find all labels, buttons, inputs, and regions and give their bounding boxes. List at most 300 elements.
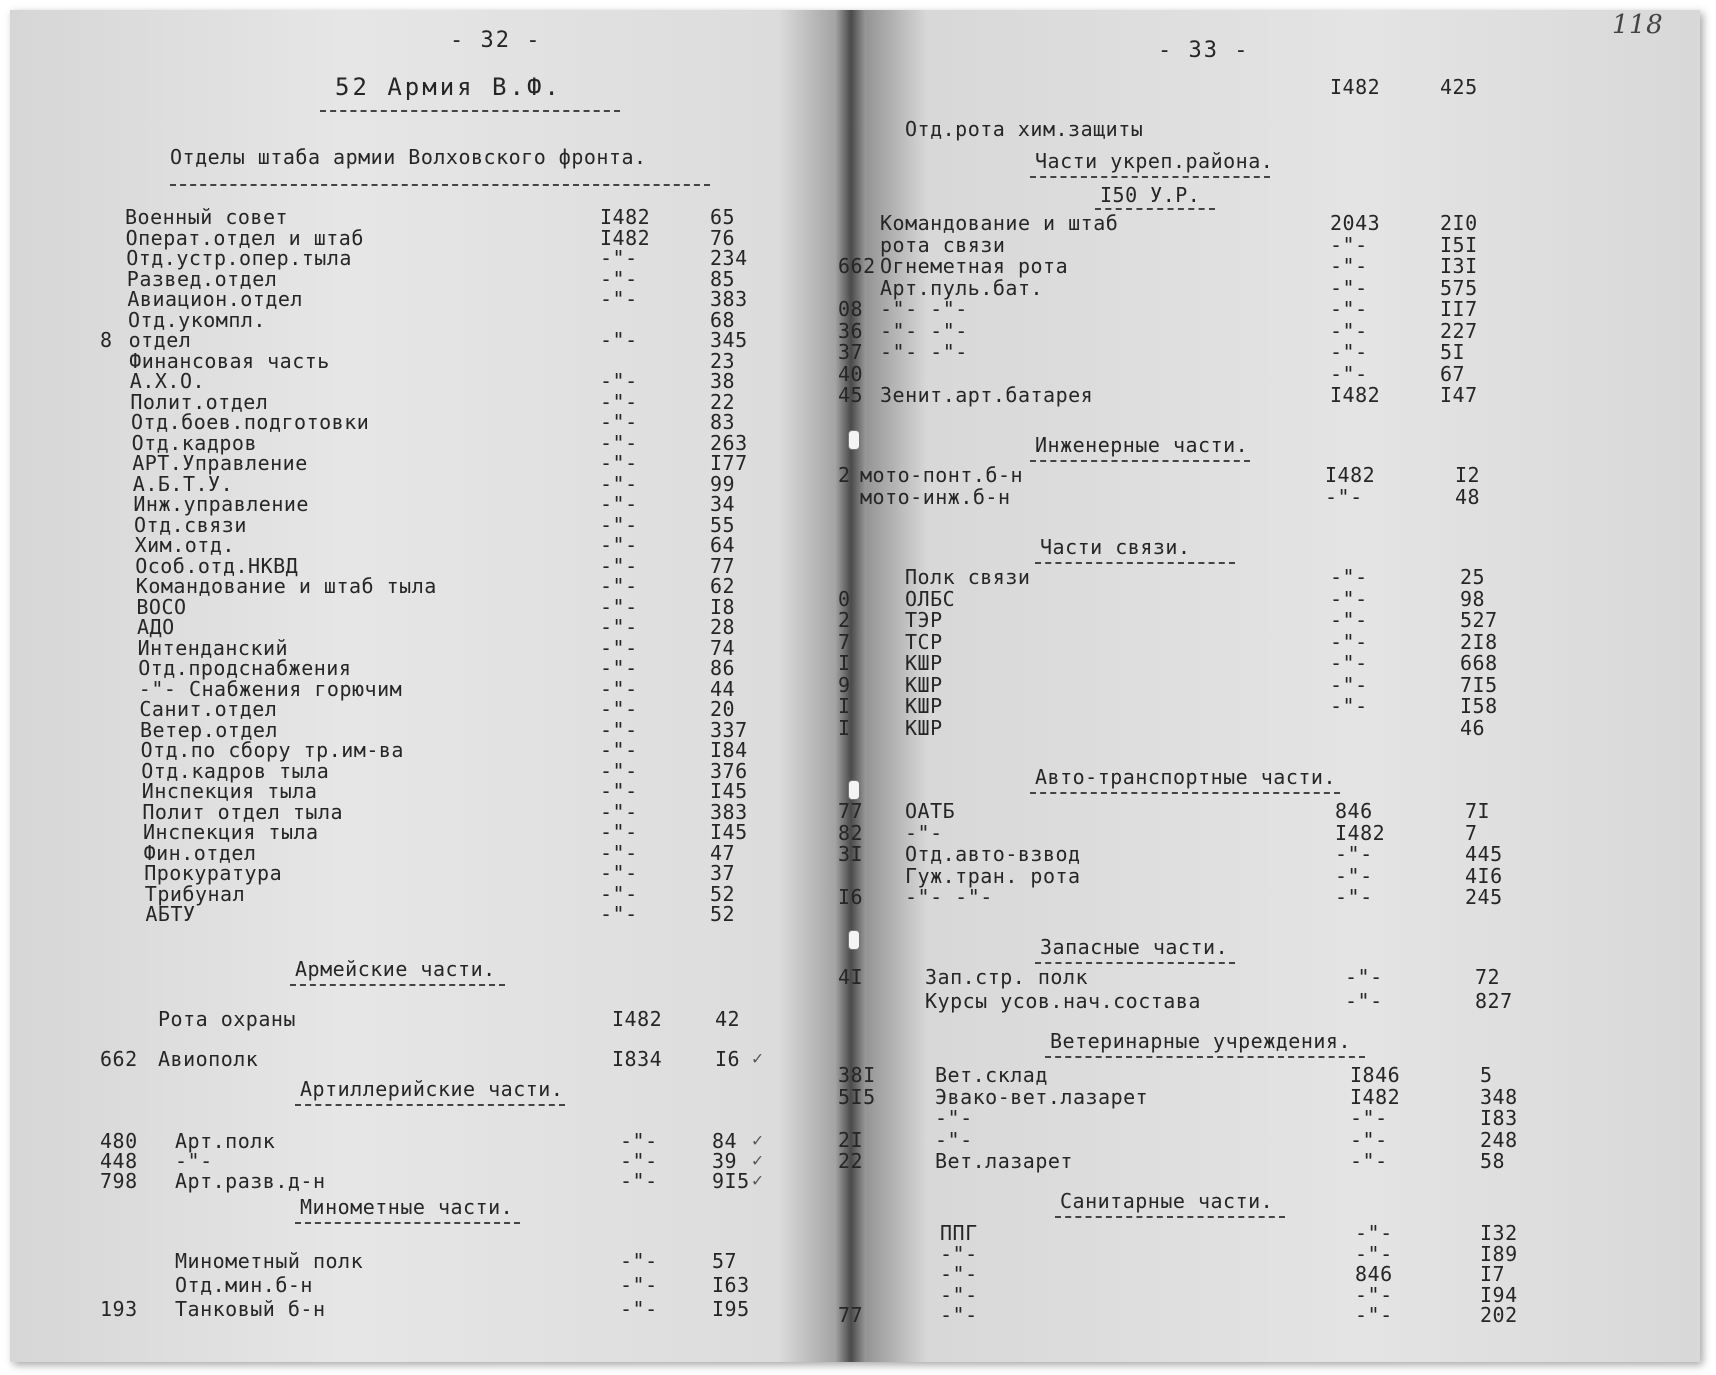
page-number-left: - 32 - [450, 28, 542, 53]
signal-heading: Части связи. [1040, 535, 1191, 559]
unit-code: -"- [1345, 965, 1383, 989]
unit-name: -"- -"- [905, 885, 993, 909]
row-prefix-number: 77 [838, 799, 864, 823]
unit-code: -"- [1330, 361, 1368, 386]
unit-code: -"- [1335, 842, 1373, 866]
unit-code: -"- [600, 369, 638, 393]
heading-underline [290, 984, 505, 986]
unit-code: I482 [1350, 1084, 1401, 1109]
unit-value: 47 [710, 840, 736, 865]
unit-value: I3I [1440, 254, 1478, 278]
check-mark: ✓ [752, 1130, 764, 1151]
unit-value: 68 [710, 307, 736, 332]
unit-value: 2I8 [1460, 629, 1498, 654]
check-mark: ✓ [752, 1170, 764, 1191]
unit-code: I846 [1350, 1063, 1401, 1087]
unit-name: А.Х.О. [129, 369, 206, 393]
unit-value: 248 [1480, 1127, 1518, 1152]
unit-name: Военный совет [125, 205, 289, 229]
binding-stitch [848, 430, 860, 450]
sanitary-heading: Санитарные части. [1060, 1189, 1274, 1213]
unit-value: I94 [1480, 1282, 1518, 1307]
unit-code: -"- [600, 799, 638, 824]
unit-name: АБТУ [145, 902, 196, 926]
unit-code: -"- [620, 1273, 658, 1297]
subtitle-underline [170, 184, 710, 186]
unit-value: 55 [710, 512, 736, 537]
unit-name: Арт.пуль.бат. [880, 275, 1044, 300]
unit-code: I482 [600, 225, 651, 250]
unit-code: -"- [1330, 275, 1368, 300]
binding-stitch [848, 780, 860, 800]
unit-value: 52 [710, 881, 736, 906]
row-prefix-number: 82 [838, 820, 864, 845]
unit-name: Рота охраны [158, 1007, 296, 1031]
unit-name: Огнеметная рота [880, 254, 1069, 278]
unit-code: -"- [600, 389, 638, 414]
unit-code: -"- [600, 410, 638, 434]
unit-name: ППГ [940, 1221, 978, 1245]
unit-code: -"- [1350, 1127, 1388, 1152]
row-prefix-number: 480 [100, 1129, 138, 1153]
army-units-heading: Армейские части. [295, 957, 496, 981]
document-title: 52 Армия В.Ф. [335, 73, 562, 101]
unit-value: 337 [710, 717, 748, 742]
row-prefix-number: 2 [838, 463, 851, 487]
unit-code: -"- [1350, 1106, 1388, 1130]
unit-value: 85 [710, 266, 736, 291]
row-prefix-number: 36 [838, 318, 864, 343]
unit-value: I84 [710, 738, 748, 762]
unit-name: Полит.отдел [130, 389, 269, 414]
unit-name: Командование и штаб [880, 211, 1119, 235]
unit-code: -"- [620, 1149, 658, 1173]
unit-name: ВОСО [136, 594, 187, 619]
unit-value: 25 [1460, 565, 1486, 589]
unit-code: -"- [600, 512, 638, 537]
heading-underline [1045, 1056, 1365, 1058]
unit-value: 4I6 [1465, 863, 1503, 888]
unit-code: 846 [1355, 1262, 1393, 1286]
unit-name: Инспекция тыла [141, 779, 318, 803]
unit-value: 67 [1440, 361, 1466, 386]
unit-value: I83 [1480, 1106, 1518, 1130]
binding-stitch [848, 930, 860, 950]
row-prefix-number: 45 [838, 383, 864, 407]
unit-name: Инж.управление [133, 492, 309, 516]
unit-code: -"- [1330, 254, 1368, 278]
unit-name: Гуж.тран. рота [905, 863, 1081, 888]
unit-name: Развед.отдел [126, 266, 278, 291]
unit-code: -"- [600, 328, 638, 352]
unit-name: КШР [905, 694, 943, 718]
unit-code: -"- [1355, 1221, 1393, 1245]
unit-code: -"- [600, 246, 638, 270]
unit-name: КШР [905, 715, 943, 740]
unit-name: ТЭР [905, 608, 943, 632]
unit-name: отдел [128, 328, 192, 352]
row-prefix-number: 448 [100, 1149, 138, 1173]
unit-code: -"- [600, 574, 638, 598]
unit-value: 20 [710, 697, 736, 721]
unit-name: Отд.продснабжения [138, 656, 352, 680]
unit-name: Зап.стр. полк [925, 965, 1089, 989]
unit-code: -"- [1355, 1282, 1393, 1307]
unit-value: I6 [715, 1047, 741, 1071]
chem-defense-row-code: I482 [1330, 75, 1381, 99]
unit-value: 28 [710, 615, 736, 639]
unit-code: -"- [1330, 318, 1368, 343]
unit-value: 99 [710, 471, 736, 496]
heading-underline [295, 1104, 565, 1106]
unit-value: 527 [1460, 608, 1498, 632]
unit-value: 74 [710, 635, 736, 660]
page-number-right: - 33 - [1158, 38, 1250, 63]
unit-name: -"- -"- [880, 297, 968, 321]
unit-code: -"- [1330, 651, 1368, 675]
row-prefix-number: 37 [838, 340, 864, 364]
unit-code: -"- [600, 451, 638, 475]
unit-code: -"- [1355, 1241, 1393, 1266]
unit-name: Минометный полк [175, 1249, 364, 1273]
heading-underline [1055, 1216, 1285, 1218]
unit-value: 22 [710, 389, 736, 414]
row-prefix-number: I [838, 694, 851, 718]
unit-name: АДО [137, 615, 175, 639]
unit-value: 227 [1440, 318, 1478, 343]
unit-name: КШР [905, 651, 943, 675]
row-prefix-number: I6 [838, 885, 864, 909]
unit-value: 5I [1440, 340, 1466, 364]
row-prefix-number: 77 [838, 1303, 864, 1327]
unit-code: 846 [1335, 799, 1373, 823]
unit-value: 23 [710, 348, 736, 373]
unit-value: I58 [1460, 694, 1498, 718]
unit-value: 77 [710, 553, 736, 578]
row-prefix-number: 9 [838, 672, 851, 697]
unit-code: -"- [600, 266, 638, 291]
unit-value: 445 [1465, 842, 1503, 866]
row-prefix-number: 2I [838, 1127, 864, 1152]
unit-name: А.Б.Т.У. [132, 471, 234, 496]
chem-defense-row-name: Отд.рота хим.защиты [905, 117, 1144, 141]
unit-value: 2I0 [1440, 211, 1478, 235]
unit-value: 64 [710, 533, 736, 557]
unit-code: -"- [600, 881, 638, 906]
unit-value: I2 [1455, 463, 1481, 487]
unit-code: -"- [600, 820, 638, 844]
unit-value: 65 [710, 205, 736, 229]
heading-underline [295, 1222, 520, 1224]
archive-sheet-number: 118 [1612, 10, 1664, 40]
unit-code: -"- [600, 902, 638, 926]
unit-code: -"- [1335, 863, 1373, 888]
unit-name: Инспекция тыла [143, 820, 319, 844]
unit-name: Полит отдел тыла [142, 799, 344, 824]
heading-underline [1035, 962, 1235, 964]
unit-name: Интенданский [137, 635, 289, 660]
row-prefix-number: 38I [838, 1063, 876, 1087]
unit-code: -"- [1345, 989, 1383, 1013]
unit-name: Фин.отдел [143, 840, 257, 865]
unit-code: -"- [1330, 694, 1368, 718]
unit-name: Вет.лазарет [935, 1149, 1073, 1173]
heading-underline [1095, 208, 1215, 210]
unit-value: 46 [1460, 715, 1486, 740]
unit-name: Финансовая часть [129, 348, 330, 373]
unit-value: 263 [710, 430, 748, 455]
unit-name: Хим.отд. [134, 533, 235, 557]
unit-code: -"- [600, 861, 638, 885]
unit-name: -"- Снабжения горючим [138, 676, 403, 701]
unit-value: 98 [1460, 586, 1486, 611]
unit-value: 57 [712, 1249, 738, 1273]
unit-name: рота связи [880, 232, 1006, 257]
unit-name: Операт.отдел и штаб [125, 225, 364, 250]
heading-underline [1030, 176, 1270, 178]
unit-name: Эвако-вет.лазарет [935, 1084, 1149, 1109]
unit-value: 345 [710, 328, 748, 352]
unit-value: 44 [710, 676, 736, 701]
fortified-subheading: I50 У.Р. [1100, 183, 1201, 207]
chem-defense-row-value: 425 [1440, 75, 1478, 99]
unit-name: Курсы усов.нач.состава [925, 989, 1201, 1013]
unit-code: -"- [600, 615, 638, 639]
unit-value: 245 [1465, 885, 1503, 909]
unit-code: I482 [1325, 463, 1376, 487]
unit-value: 7I [1465, 799, 1491, 823]
unit-name: Зенит.арт.батарея [880, 383, 1094, 407]
row-prefix-number: 7 [838, 629, 851, 654]
unit-code: -"- [600, 738, 638, 762]
unit-name: Командование и штаб тыла [135, 574, 437, 598]
unit-value: I45 [710, 820, 748, 844]
unit-value: 86 [710, 656, 736, 680]
unit-name: -"- [905, 820, 943, 845]
heading-underline [1030, 460, 1250, 462]
unit-value: 575 [1440, 275, 1478, 300]
unit-name: Трибунал [144, 881, 246, 906]
unit-name: Арт.разв.д-н [175, 1169, 326, 1193]
unit-name: Отд.связи [134, 512, 247, 537]
unit-name: -"- [940, 1241, 978, 1266]
unit-code: -"- [1330, 297, 1368, 321]
unit-value: I63 [712, 1273, 750, 1297]
unit-code: -"- [600, 471, 638, 496]
unit-name: Ветер.отдел [140, 717, 278, 742]
unit-value: 39 [712, 1149, 738, 1173]
unit-code: -"- [1335, 885, 1373, 909]
engineer-heading: Инженерные части. [1035, 433, 1249, 457]
unit-value: 376 [710, 758, 748, 783]
unit-value: 42 [715, 1007, 741, 1031]
unit-code: -"- [600, 492, 638, 516]
unit-name: Отд.устр.опер.тыла [126, 246, 352, 270]
vet-heading: Ветеринарные учреждения. [1050, 1029, 1351, 1053]
unit-name: -"- [175, 1149, 213, 1173]
unit-value: I47 [1440, 383, 1478, 407]
unit-value: 48 [1455, 485, 1481, 509]
row-prefix-number: 08 [838, 297, 864, 321]
unit-value: 234 [710, 246, 748, 270]
row-prefix-number: 3I [838, 842, 864, 866]
unit-value: 72 [1475, 965, 1501, 989]
row-prefix-number: I [838, 715, 851, 740]
unit-value: I8 [710, 594, 736, 619]
unit-name: Арт.полк [175, 1129, 276, 1153]
unit-value: 58 [1480, 1149, 1506, 1173]
unit-value: 348 [1480, 1084, 1518, 1109]
unit-name: Авиацион.отдел [127, 287, 303, 311]
unit-code: -"- [620, 1249, 658, 1273]
title-underline [320, 110, 620, 112]
unit-value: 5 [1480, 1063, 1493, 1087]
unit-name: Отд.кадров тыла [141, 758, 330, 783]
unit-name: -"- [940, 1303, 978, 1327]
unit-name: Отд.мин.б-н [175, 1273, 313, 1297]
heading-underline [1035, 562, 1235, 564]
unit-name: Отд.кадров [131, 430, 258, 455]
unit-name: мото-понт.б-н [860, 463, 1024, 487]
row-prefix-number: 22 [838, 1149, 864, 1173]
row-prefix-number: 193 [100, 1297, 138, 1321]
unit-code: -"- [600, 553, 638, 578]
unit-name: -"- [940, 1282, 978, 1307]
unit-name: ОАТБ [905, 799, 956, 823]
unit-name: ОЛБС [905, 586, 956, 611]
unit-code: -"- [1330, 672, 1368, 697]
unit-value: 52 [710, 902, 736, 926]
unit-code: -"- [600, 758, 638, 783]
artillery-heading: Артиллерийские части. [300, 1077, 564, 1101]
unit-code: -"- [600, 779, 638, 803]
unit-value: 62 [710, 574, 736, 598]
row-prefix-number: 2 [838, 608, 851, 632]
unit-code: -"- [600, 635, 638, 660]
unit-code: -"- [1350, 1149, 1388, 1173]
unit-code: -"- [600, 287, 638, 311]
unit-name: Полк связи [905, 565, 1031, 589]
unit-name: ТСР [905, 629, 943, 654]
unit-code: -"- [600, 717, 638, 742]
unit-name: -"- [935, 1106, 973, 1130]
row-prefix-number: 4I [838, 965, 864, 989]
unit-value: I89 [1480, 1241, 1518, 1266]
unit-name: Прокуратура [144, 861, 283, 885]
unit-value: 7 [1465, 820, 1478, 845]
unit-code: I482 [600, 205, 651, 229]
unit-name: -"- [935, 1127, 973, 1152]
unit-value: 668 [1460, 651, 1498, 675]
unit-value: 202 [1480, 1303, 1518, 1327]
unit-value: I95 [712, 1297, 750, 1321]
unit-value: I5I [1440, 232, 1478, 257]
unit-value: II7 [1440, 297, 1478, 321]
fortified-heading: Части укреп.района. [1035, 149, 1274, 173]
row-prefix-number: 662 [838, 254, 876, 278]
heading-underline [1030, 792, 1340, 794]
unit-value: 827 [1475, 989, 1513, 1013]
unit-name: Отд.укомпл. [128, 307, 266, 332]
section-subtitle: Отделы штаба армии Волховского фронта. [170, 145, 647, 169]
unit-code: -"- [620, 1297, 658, 1321]
unit-code: -"- [1330, 608, 1368, 632]
unit-value: 383 [710, 799, 748, 824]
unit-code: -"- [600, 697, 638, 721]
row-prefix-number: I [838, 651, 851, 675]
unit-value: I32 [1480, 1221, 1518, 1245]
unit-code: 2043 [1330, 211, 1381, 235]
unit-value: 83 [710, 410, 736, 434]
unit-value: 383 [710, 287, 748, 311]
unit-code: -"- [600, 594, 638, 619]
unit-name: -"- -"- [880, 318, 968, 343]
unit-value: 7I5 [1460, 672, 1498, 697]
unit-code: -"- [600, 676, 638, 701]
unit-name: Отд.по сбору тр.им-ва [140, 738, 404, 762]
unit-code: I482 [612, 1007, 663, 1031]
unit-name: АРТ.Управление [132, 451, 308, 475]
check-mark: ✓ [752, 1048, 764, 1069]
mortar-heading: Минометные части. [300, 1195, 514, 1219]
unit-value: 76 [710, 225, 736, 250]
unit-code: -"- [600, 430, 638, 455]
unit-value: 37 [710, 861, 736, 885]
unit-code: -"- [620, 1169, 658, 1193]
unit-code: I482 [1330, 383, 1381, 407]
row-prefix-number: 8 [100, 328, 113, 352]
unit-name: Санит.отдел [139, 697, 278, 721]
unit-name: мото-инж.б-н [860, 485, 1011, 509]
unit-code: -"- [1355, 1303, 1393, 1327]
unit-name: КШР [905, 672, 943, 697]
row-prefix-number: 5I5 [838, 1084, 876, 1109]
transport-heading: Авто-транспортные части. [1035, 765, 1336, 789]
unit-code: -"- [600, 840, 638, 865]
unit-name: Особ.отд.НКВД [135, 553, 299, 578]
unit-name: Отд.авто-взвод [905, 842, 1081, 866]
unit-code: -"- [600, 656, 638, 680]
unit-code: -"- [600, 533, 638, 557]
row-prefix-number: 798 [100, 1169, 138, 1193]
unit-name: -"- -"- [880, 340, 968, 364]
unit-name: Вет.склад [935, 1063, 1048, 1087]
unit-value: 38 [710, 369, 736, 393]
unit-code: -"- [1330, 586, 1368, 611]
unit-code: -"- [1330, 340, 1368, 364]
row-prefix-number: 662 [100, 1047, 138, 1071]
reserve-heading: Запасные части. [1040, 935, 1229, 959]
unit-name: Авиополк [158, 1047, 259, 1071]
unit-code: -"- [1330, 629, 1368, 654]
unit-code: I482 [1335, 820, 1386, 845]
unit-value: I77 [710, 451, 748, 475]
unit-value: I45 [710, 779, 748, 803]
check-mark: ✓ [752, 1150, 764, 1171]
row-prefix-number: 0 [838, 586, 851, 611]
unit-value: 34 [710, 492, 736, 516]
unit-name: -"- [940, 1262, 978, 1286]
unit-name: Танковый б-н [175, 1297, 326, 1321]
unit-code: I834 [612, 1047, 663, 1071]
unit-code: -"- [1325, 485, 1363, 509]
unit-value: I7 [1480, 1262, 1506, 1286]
unit-code: -"- [1330, 232, 1368, 257]
unit-name: Отд.боев.подготовки [131, 410, 370, 434]
unit-value: 84 [712, 1129, 738, 1153]
row-prefix-number: 40 [838, 361, 864, 386]
unit-value: 9I5 [712, 1169, 750, 1193]
